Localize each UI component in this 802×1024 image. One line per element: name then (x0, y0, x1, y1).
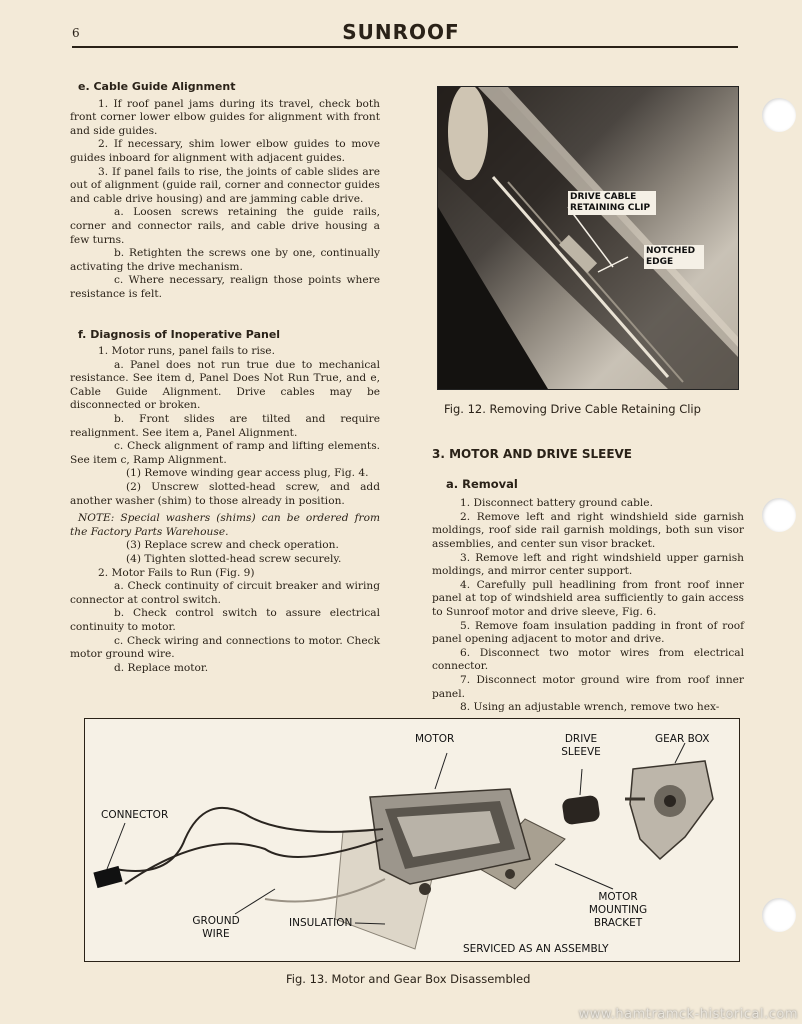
step: 7. Disconnect motor ground wire from roof inner panel. (432, 673, 744, 700)
header-rule (72, 46, 738, 48)
step: 6. Disconnect two motor wires from electrical connector. (432, 646, 744, 673)
step: 4. Carefully pull headlining from front roof inner panel at top of windshield area sufficiently to gain access to Sunroof motor and drive sleeve, Fig. 6. (432, 578, 744, 618)
figure-12-caption: Fig. 12. Removing Drive Cable Retaining Clip (444, 402, 701, 416)
paragraph: a. Panel does not run true due to mechanical resistance. See item d, Panel Does Not Run True, and e, Cable Guide Alignment. Drive cables may be disconnected or broken. (70, 358, 380, 412)
paragraph: (2) Unscrew slotted-head screw, and add another washer (shim) to those already in position. (70, 481, 380, 507)
figure-13 (84, 718, 740, 962)
binder-hole (762, 498, 796, 532)
label-drive-sleeve: DRIVE SLEEVE (561, 733, 601, 758)
watermark: www.hamtramck-historical.com (578, 1007, 798, 1022)
paragraph: (3) Replace screw and check operation. (126, 539, 339, 552)
paragraph: d. Replace motor. (114, 661, 209, 674)
binder-hole (762, 98, 796, 132)
label-connector: CONNECTOR (101, 809, 169, 821)
paragraph: a. Loosen screws retaining the guide rails, corner and connector rails, and cable drive housing a few turns. (70, 206, 380, 246)
roof-rail-illustration (438, 87, 738, 389)
callout-notched-edge: NOTCHED EDGE (644, 245, 704, 269)
step: 2. Remove left and right windshield side garnish moldings, roof side rail garnish moldings, both sun visor assemblies, and center sun visor bracket. (432, 510, 744, 550)
label-motor: MOTOR (415, 733, 455, 745)
paragraph: a. Check continuity of circuit breaker and wiring connector at control switch. (70, 580, 380, 606)
label-ground-wire: GROUND WIRE (192, 915, 240, 940)
section-3-heading: 3. MOTOR AND DRIVE SLEEVE (432, 447, 632, 461)
removal-subheading: a. Removal (446, 476, 518, 491)
binder-hole (762, 898, 796, 932)
label-motor-mounting-bracket: MOTOR MOUNTING BRACKET (588, 891, 648, 929)
paragraph: c. Check wiring and connections to motor. Check motor ground wire. (70, 634, 380, 661)
section-f-heading: f. Diagnosis of Inoperative Panel (78, 327, 281, 341)
paragraph: b. Front slides are tilted and require realignment. See item a, Panel Alignment. (70, 413, 380, 439)
paragraph: (4) Tighten slotted-head screw securely. (126, 553, 342, 565)
step: 3. Remove left and right windshield upper garnish moldings, and mirror center support. (432, 551, 744, 578)
label-insulation: INSULATION (289, 917, 353, 929)
label-gear-box: GEAR BOX (655, 733, 710, 745)
section-e-heading: e. Cable Guide Alignment (78, 80, 236, 93)
paragraph: 1. If roof panel jams during its travel, check both front corner lower elbow guides for alignment with front and side guides. (70, 97, 380, 137)
step: 8. Using an adjustable wrench, remove two hex- (460, 701, 720, 714)
paragraph: b. Retighten the screws one by one, continually activating the drive mechanism. (70, 247, 380, 273)
step: 5. Remove foam insulation padding in front of roof panel opening adjacent to motor and drive. (432, 619, 744, 646)
note: NOTE: Special washers (shims) can be ordered from the Factory Parts Warehouse. (70, 512, 380, 538)
paragraph: 2. If necessary, shim lower elbow guides to move guides inboard for alignment with adjacent guides. (70, 138, 380, 164)
figure-13-caption: Fig. 13. Motor and Gear Box Disassembled (286, 972, 531, 986)
left-column (70, 80, 380, 675)
paragraph: c. Where necessary, realign those points where resistance is felt. (70, 274, 380, 300)
right-column (432, 448, 744, 715)
callout-drive-cable-retaining-clip: DRIVE CABLE RETAINING CLIP (568, 191, 656, 215)
figure-12-photo (437, 86, 739, 390)
paragraph: 2. Motor Fails to Run (Fig. 9) (98, 566, 255, 579)
label-serviced-as-assembly: SERVICED AS AN ASSEMBLY (463, 943, 609, 955)
paragraph: b. Check control switch to assure electrical continuity to motor. (70, 607, 380, 633)
step: 1. Disconnect battery ground cable. (460, 497, 653, 510)
paragraph: 3. If panel fails to rise, the joints of cable slides are out of alignment (guide rail, corner and connector guides and cable drive housing) and are jamming cable drive. (70, 165, 380, 205)
paragraph: (1) Remove winding gear access plug, Fig. 4. (126, 467, 369, 480)
page-number: 6 (72, 26, 80, 40)
page-title: SUNROOF (342, 20, 460, 44)
paragraph: 1. Motor runs, panel fails to rise. (98, 345, 275, 358)
paragraph: c. Check alignment of ramp and lifting elements. See item c, Ramp Alignment. (70, 440, 380, 466)
